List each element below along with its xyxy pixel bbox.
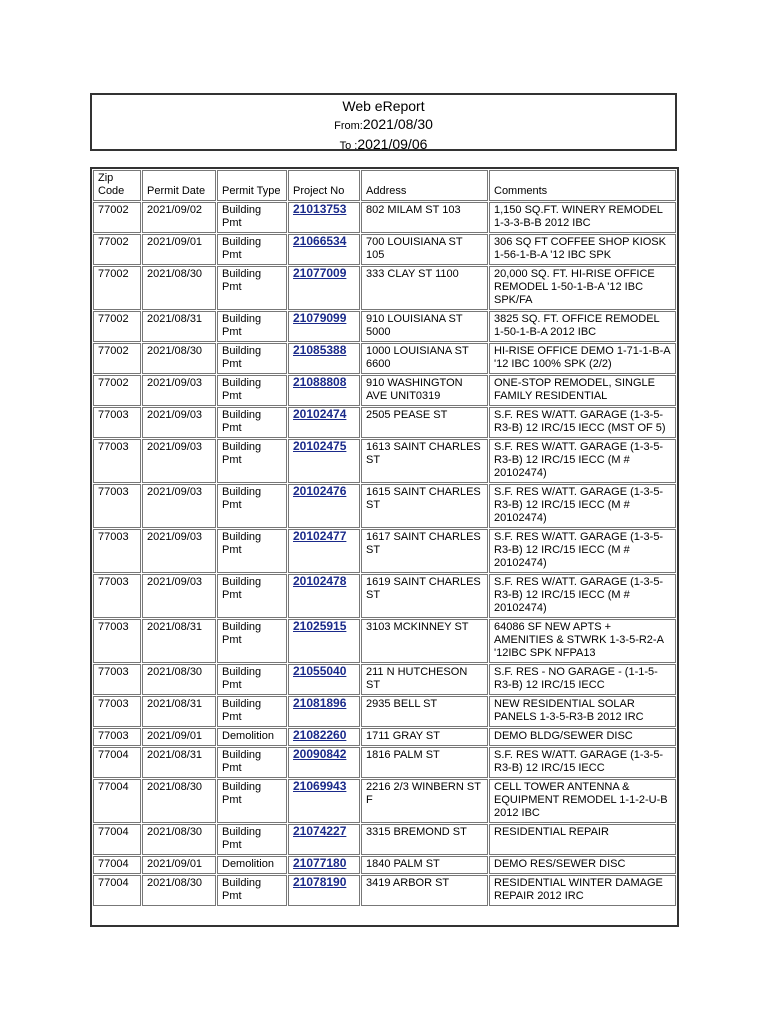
cell-zip-code: 77003 (93, 696, 141, 727)
cell-project-no (288, 856, 360, 874)
cell-permit-date: 2021/09/03 (142, 529, 216, 573)
cell-address: 1711 GRAY ST (361, 728, 488, 746)
cell-address: 2216 2/3 WINBERN ST F (361, 779, 488, 823)
cell-comments: RESIDENTIAL REPAIR (489, 824, 676, 855)
cell-zip-code: 77002 (93, 202, 141, 233)
cell-permit-date: 2021/08/31 (142, 619, 216, 663)
cell-comments: CELL TOWER ANTENNA & EQUIPMENT REMODEL 1-1-2-U-B 2012 IBC (489, 779, 676, 823)
permit-table (92, 169, 677, 907)
from-date: 2021/08/30 (362, 116, 433, 132)
cell-permit-date: 2021/08/30 (142, 875, 216, 906)
table-row (93, 407, 676, 438)
cell-project-no (288, 234, 360, 265)
to-line (92, 135, 675, 155)
cell-comments: DEMO BLDG/SEWER DISC (489, 728, 676, 746)
cell-address: 211 N HUTCHESON ST (361, 664, 488, 695)
project-link[interactable]: 21077009 (293, 266, 347, 280)
table-row (93, 824, 676, 855)
cell-project-no (288, 779, 360, 823)
project-link[interactable]: 21077180 (293, 856, 347, 870)
cell-address: 3315 BREMOND ST (361, 824, 488, 855)
cell-permit-date: 2021/09/03 (142, 407, 216, 438)
cell-zip-code: 77003 (93, 484, 141, 528)
cell-zip-code: 77003 (93, 439, 141, 483)
cell-address: 1000 LOUISIANA ST 6600 (361, 343, 488, 374)
cell-address: 333 CLAY ST 1100 (361, 266, 488, 310)
cell-comments: 306 SQ FT COFFEE SHOP KIOSK 1-56-1-B-A '12 IBC SPK (489, 234, 676, 265)
cell-permit-type: Building Pmt (217, 664, 287, 695)
cell-permit-type: Building Pmt (217, 484, 287, 528)
cell-permit-date: 2021/09/01 (142, 856, 216, 874)
table-row (93, 266, 676, 310)
cell-permit-date: 2021/08/30 (142, 664, 216, 695)
project-link[interactable]: 20090842 (293, 747, 347, 761)
cell-permit-type: Building Pmt (217, 343, 287, 374)
cell-comments: 20,000 SQ. FT. HI-RISE OFFICE REMODEL 1-50-1-B-A '12 IBC SPK/FA (489, 266, 676, 310)
cell-comments: S.F. RES - NO GARAGE - (1-1-5-R3-B) 12 IRC/15 IECC (489, 664, 676, 695)
table-row (93, 856, 676, 874)
report-header (90, 93, 677, 151)
project-link[interactable]: 21088808 (293, 375, 347, 389)
cell-comments: ONE-STOP REMODEL, SINGLE FAMILY RESIDENTIAL (489, 375, 676, 406)
cell-address: 1619 SAINT CHARLES ST (361, 574, 488, 618)
project-link[interactable]: 21025915 (293, 619, 347, 633)
cell-address: 802 MILAM ST 103 (361, 202, 488, 233)
cell-permit-date: 2021/08/31 (142, 311, 216, 342)
cell-permit-type: Building Pmt (217, 574, 287, 618)
cell-zip-code: 77004 (93, 856, 141, 874)
cell-permit-type: Demolition (217, 728, 287, 746)
cell-permit-type: Building Pmt (217, 779, 287, 823)
cell-comments: S.F. RES W/ATT. GARAGE (1-3-5-R3-B) 12 IRC/15 IECC (MST OF 5) (489, 407, 676, 438)
cell-project-no (288, 747, 360, 778)
cell-zip-code: 77004 (93, 824, 141, 855)
table-row (93, 696, 676, 727)
cell-address: 1816 PALM ST (361, 747, 488, 778)
cell-comments: NEW RESIDENTIAL SOLAR PANELS 1-3-5-R3-B 2012 IRC (489, 696, 676, 727)
cell-comments: RESIDENTIAL WINTER DAMAGE REPAIR 2012 IRC (489, 875, 676, 906)
project-link[interactable]: 21013753 (293, 202, 347, 216)
project-link[interactable]: 21085388 (293, 343, 347, 357)
to-date: 2021/09/06 (357, 136, 428, 152)
project-link[interactable]: 21066534 (293, 234, 347, 248)
from-label: From: (334, 120, 363, 132)
table-row (93, 202, 676, 233)
cell-permit-type: Building Pmt (217, 234, 287, 265)
cell-zip-code: 77002 (93, 266, 141, 310)
table-row (93, 664, 676, 695)
cell-permit-type: Building Pmt (217, 875, 287, 906)
cell-project-no (288, 311, 360, 342)
cell-project-no (288, 407, 360, 438)
cell-permit-date: 2021/09/01 (142, 728, 216, 746)
cell-comments: 64086 SF NEW APTS + AMENITIES & STWRK 1-3-5-R2-A '12IBC SPK NFPA13 (489, 619, 676, 663)
project-link[interactable]: 21078190 (293, 875, 347, 889)
from-line (92, 115, 675, 135)
col-zip-code: Zip Code (93, 170, 141, 201)
cell-comments: S.F. RES W/ATT. GARAGE (1-3-5-R3-B) 12 IRC/15 IECC (M # 20102474) (489, 529, 676, 573)
table-row (93, 574, 676, 618)
cell-permit-type: Building Pmt (217, 619, 287, 663)
cell-zip-code: 77002 (93, 234, 141, 265)
cell-permit-type: Building Pmt (217, 747, 287, 778)
project-link[interactable]: 21055040 (293, 664, 347, 678)
cell-permit-type: Building Pmt (217, 439, 287, 483)
cell-permit-date: 2021/08/30 (142, 343, 216, 374)
cell-project-no (288, 266, 360, 310)
project-link[interactable]: 21081896 (293, 696, 347, 710)
cell-permit-date: 2021/09/03 (142, 375, 216, 406)
cell-permit-date: 2021/08/30 (142, 779, 216, 823)
cell-comments: DEMO RES/SEWER DISC (489, 856, 676, 874)
project-link[interactable]: 21082260 (293, 728, 347, 742)
cell-project-no (288, 728, 360, 746)
cell-permit-date: 2021/09/02 (142, 202, 216, 233)
table-row (93, 439, 676, 483)
cell-address: 2935 BELL ST (361, 696, 488, 727)
table-row (93, 234, 676, 265)
project-link[interactable]: 21079099 (293, 311, 347, 325)
cell-comments: S.F. RES W/ATT. GARAGE (1-3-5-R3-B) 12 IRC/15 IECC (M # 20102474) (489, 439, 676, 483)
cell-project-no (288, 696, 360, 727)
cell-permit-date: 2021/09/03 (142, 484, 216, 528)
project-link[interactable]: 20102478 (293, 574, 347, 588)
cell-project-no (288, 574, 360, 618)
cell-permit-type: Building Pmt (217, 696, 287, 727)
table-row (93, 779, 676, 823)
cell-zip-code: 77002 (93, 311, 141, 342)
cell-zip-code: 77004 (93, 747, 141, 778)
cell-project-no (288, 375, 360, 406)
cell-zip-code: 77002 (93, 343, 141, 374)
cell-address: 910 LOUISIANA ST 5000 (361, 311, 488, 342)
cell-comments: S.F. RES W/ATT. GARAGE (1-3-5-R3-B) 12 IRC/15 IECC (489, 747, 676, 778)
project-link[interactable]: 20102474 (293, 407, 347, 421)
cell-project-no (288, 529, 360, 573)
cell-permit-date: 2021/08/31 (142, 747, 216, 778)
col-permit-type: Permit Type (217, 170, 287, 201)
cell-permit-date: 2021/08/30 (142, 266, 216, 310)
cell-address: 700 LOUISIANA ST 105 (361, 234, 488, 265)
cell-project-no (288, 619, 360, 663)
table-row (93, 875, 676, 906)
table-row (93, 484, 676, 528)
cell-address: 1615 SAINT CHARLES ST (361, 484, 488, 528)
cell-project-no (288, 664, 360, 695)
table-row (93, 311, 676, 342)
col-address: Address (361, 170, 488, 201)
cell-permit-type: Building Pmt (217, 375, 287, 406)
cell-zip-code: 77003 (93, 407, 141, 438)
cell-address: 1617 SAINT CHARLES ST (361, 529, 488, 573)
cell-permit-type: Building Pmt (217, 824, 287, 855)
to-label: To : (339, 140, 358, 152)
table-row (93, 529, 676, 573)
cell-comments: 1,150 SQ.FT. WINERY REMODEL 1-3-3-B-B 2012 IBC (489, 202, 676, 233)
cell-zip-code: 77003 (93, 664, 141, 695)
col-permit-date: Permit Date (142, 170, 216, 201)
cell-permit-type: Demolition (217, 856, 287, 874)
project-link[interactable]: 21069943 (293, 779, 347, 793)
cell-address: 1613 SAINT CHARLES ST (361, 439, 488, 483)
table-row (93, 343, 676, 374)
cell-permit-type: Building Pmt (217, 266, 287, 310)
cell-project-no (288, 484, 360, 528)
cell-address: 2505 PEASE ST (361, 407, 488, 438)
table-row (93, 728, 676, 746)
cell-permit-type: Building Pmt (217, 311, 287, 342)
cell-zip-code: 77003 (93, 728, 141, 746)
table-header-row (93, 170, 676, 201)
cell-project-no (288, 343, 360, 374)
cell-project-no (288, 824, 360, 855)
project-link[interactable]: 20102475 (293, 439, 347, 453)
cell-address: 3103 MCKINNEY ST (361, 619, 488, 663)
project-link[interactable]: 20102477 (293, 529, 347, 543)
cell-permit-date: 2021/09/03 (142, 439, 216, 483)
cell-permit-type: Building Pmt (217, 529, 287, 573)
cell-permit-date: 2021/09/01 (142, 234, 216, 265)
cell-project-no (288, 202, 360, 233)
permit-table-container (90, 167, 679, 927)
cell-zip-code: 77004 (93, 779, 141, 823)
cell-zip-code: 77003 (93, 574, 141, 618)
table-row (93, 619, 676, 663)
cell-comments: HI-RISE OFFICE DEMO 1-71-1-B-A '12 IBC 100% SPK (2/2) (489, 343, 676, 374)
cell-zip-code: 77003 (93, 529, 141, 573)
project-link[interactable]: 21074227 (293, 824, 347, 838)
project-link[interactable]: 20102476 (293, 484, 347, 498)
cell-permit-type: Building Pmt (217, 202, 287, 233)
cell-comments: S.F. RES W/ATT. GARAGE (1-3-5-R3-B) 12 IRC/15 IECC (M # 20102474) (489, 574, 676, 618)
cell-permit-date: 2021/09/03 (142, 574, 216, 618)
report-title: Web eReport (342, 98, 425, 114)
cell-address: 1840 PALM ST (361, 856, 488, 874)
cell-comments: S.F. RES W/ATT. GARAGE (1-3-5-R3-B) 12 IRC/15 IECC (M # 20102474) (489, 484, 676, 528)
col-project-no: Project No (288, 170, 360, 201)
cell-zip-code: 77004 (93, 875, 141, 906)
cell-project-no (288, 875, 360, 906)
cell-zip-code: 77002 (93, 375, 141, 406)
cell-permit-date: 2021/08/30 (142, 824, 216, 855)
table-row (93, 375, 676, 406)
cell-address: 910 WASHINGTON AVE UNIT0319 (361, 375, 488, 406)
cell-address: 3419 ARBOR ST (361, 875, 488, 906)
table-row (93, 747, 676, 778)
cell-permit-date: 2021/08/31 (142, 696, 216, 727)
cell-permit-type: Building Pmt (217, 407, 287, 438)
cell-comments: 3825 SQ. FT. OFFICE REMODEL 1-50-1-B-A 2012 IBC (489, 311, 676, 342)
col-comments: Comments (489, 170, 676, 201)
cell-project-no (288, 439, 360, 483)
cell-zip-code: 77003 (93, 619, 141, 663)
